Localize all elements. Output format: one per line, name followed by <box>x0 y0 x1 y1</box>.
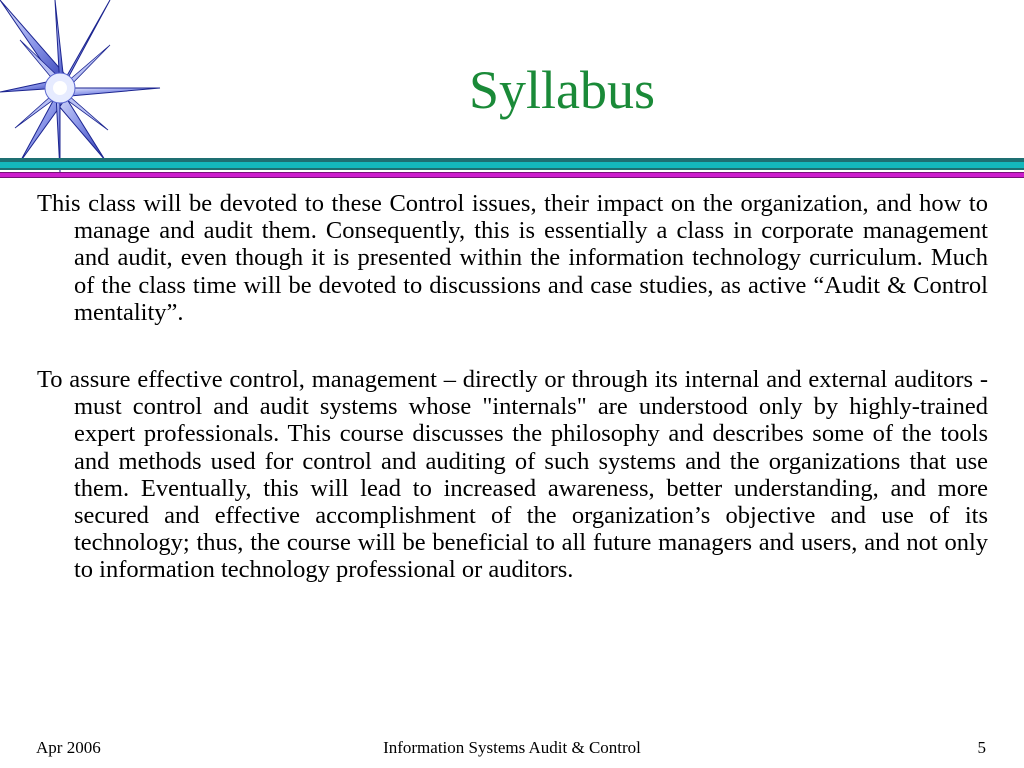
title-rule-magenta-edge-bottom <box>0 177 1024 178</box>
star-burst-icon <box>0 0 165 172</box>
footer-date: Apr 2006 <box>36 738 101 757</box>
body-paragraph: To assure effective control, management – directly or through its internal and external auditors - must control and audit systems whose "internals" are understood only by highly-trained expert professionals. This course discusses the philosophy and describes some of the tools and methods used for control and auditing of such systems and the organizations that use them. Eventually, this will lead to increased awareness, better understanding, and more secured and effective accomplishment of the organization’s objective and use of its technology; thus, the course will be beneficial to all future managers and users, and not only to information technology professional or auditors. <box>37 366 988 584</box>
title-rule-teal-shadow <box>0 168 1024 170</box>
title-rule-magenta-edge <box>0 172 1024 173</box>
footer-course-title: Information Systems Audit & Control <box>383 738 641 757</box>
slide-body <box>37 190 988 624</box>
slide-title: Syllabus <box>468 60 656 120</box>
footer-page-number: 5 <box>977 738 986 757</box>
body-paragraph: This class will be devoted to these Control issues, their impact on the organization, and how to manage and audit them. Consequently, this is essentially a class in corporate management and audit, even though it is presented within the information technology curriculum. Much of the class time will be devoted to discussions and case studies, as active “Audit & Control mentality”. <box>37 190 988 326</box>
